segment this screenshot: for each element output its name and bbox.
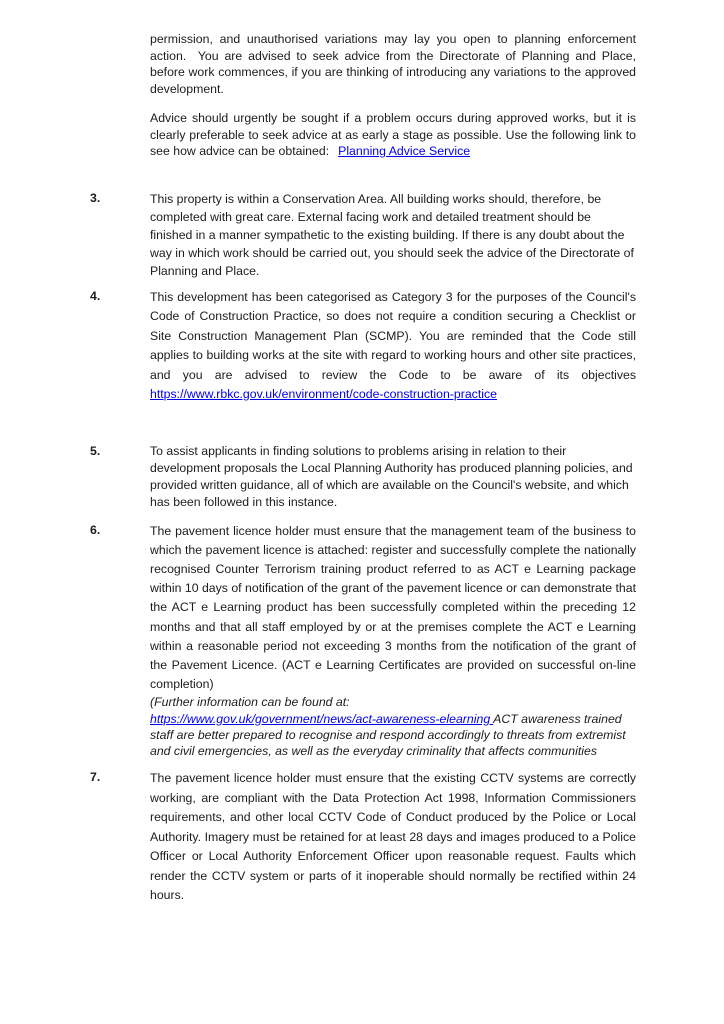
numbered-item-4 [90,288,724,405]
item-4-body: This development has been categorised as Category 3 for the purposes of the Council's Code of Construction Practice, so does not require a condition securing a Checklist or Site Construction Management Plan (SCMP). You are reminded that the Code still applies to building works at the site with regard to working hours and other site practices, and you are advised to review the Code to be aware of its objectives [150,289,636,382]
item-7-text: The pavement licence holder must ensure that the existing CCTV systems are correctly working, are compliant with the Data Protection Act 1998, Information Commissioners requirements, and other local CCTV Code of Conduct produced by the Police or Local Authority. Imagery must be retained for at least 28 days and images produced to a Police Officer or Local Authority Enforcement Officer upon reasonable request. Faults which render the CCTV system or parts of it inoperable should normally be rectified within 24 hours. [150,771,636,903]
item-4-text [150,288,636,405]
item-6-body [150,522,636,760]
note-after-link-text: ACT awareness trained staff are better prepared to recognise and respond accordingly to threats from extremist and civil emergencies, as well as the everyday criminality that affects communities [150,711,626,758]
numbered-item-3 [90,190,724,280]
note-intro-line: (Further information can be found at: [150,695,350,710]
item-6-text: The pavement licence holder must ensure that the management team of the business to which the pavement licence is attached: register and successfully complete the nationally recognised Counter Terrorism training product referred to as ACT e Learning package within 10 days of notification of the grant of the pavement licence or can demonstrate that the ACT e Learning product has been successfully completed within the preceding 12 months and that all staff employed by or at the premises complete the ACT e Learning within a reasonable period not exceeding 3 months from the notification of the grant of the Pavement Licence. (ACT e Learning Certificates are provided on successful on-line completion) [150,523,637,692]
planning-advice-service-link[interactable]: Planning Advice Service [338,144,471,158]
item-number: 6. [90,522,101,537]
paragraph-unauthorised-variations: permission, and unauthorised variations may lay you open to planning enforcement action. You are advised to seek advice from the Directorate of Planning and Place, before work commences, if you are thinking of introducing any variations to the approved development. [150,32,636,96]
code-construction-practice-link[interactable]: https://www.rbkc.gov.uk/environment/code-construction-practice [150,387,497,401]
numbered-item-5 [90,443,724,511]
item-number: 4. [90,288,101,303]
item-number: 7. [90,770,101,785]
paragraph-advice-sought [150,110,636,160]
act-awareness-elearning-link[interactable]: https://www.gov.uk/government/news/act-awareness-elearning [150,711,494,726]
numbered-item-6 [90,522,724,760]
item-number: 5. [90,443,101,458]
item-5-text: To assist applicants in finding solutions to problems arising in relation to their development proposals the Local Planning Authority has produced planning policies, and provided written guidance, all of which are available on the Council's website, and which has been followed in this instance. [150,443,633,509]
item-3-text: This property is within a Conservation Area. All building works should, therefore, be completed with great care. External facing work and detailed treatment should be finished in a manner sympathetic to the existing building. If there is any doubt about the way in which work should be carried out, you should seek the advice of the Directorate of Planning and Place. [150,191,634,278]
paragraph-advice-text: Advice should urgently be sought if a problem occurs during approved works, but it is clearly preferable to seek advice at as early a stage as possible. Use the following link to see how advice can be obtained: [150,111,636,158]
item-number: 3. [90,190,101,205]
item-6-note [150,694,636,759]
intro-continuation-block [150,31,636,160]
note-link-line [150,711,636,760]
numbered-item-7 [90,769,724,906]
